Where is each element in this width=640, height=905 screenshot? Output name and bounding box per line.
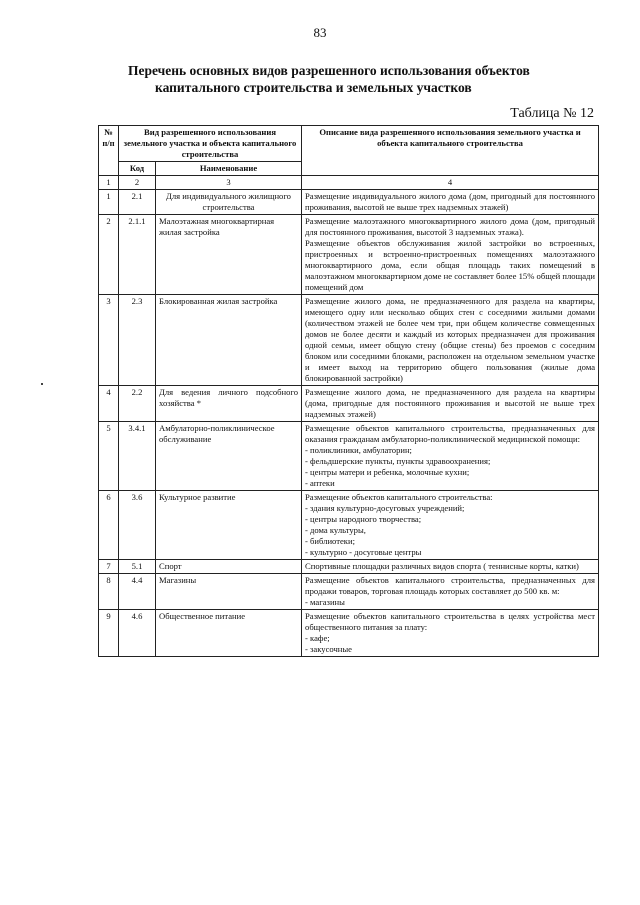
table-row [99, 574, 599, 610]
row-number: 7 [99, 560, 119, 574]
table-row [99, 215, 599, 295]
description-paragraph: Размещение объектов капитального строительства: [305, 492, 493, 502]
use-name: Для индивидуального жилищного строительства [156, 190, 302, 215]
document-title [120, 62, 590, 96]
header-code: Код [119, 162, 156, 176]
description-paragraph: Размещение малоэтажного многоквартирного жилого дома (дом, пригодный для постоянного проживания, высотой 3 надземных этажа). [305, 216, 596, 237]
row-number: 8 [99, 574, 119, 610]
use-description [302, 560, 599, 574]
use-code: 5.1 [119, 560, 156, 574]
description-paragraph: Размещение объектов обслуживания жилой застройки во встроенных, пристроенных и встроенно-пристроенных помещениях малоэтажного многоквартирного дома, если общая площадь таких помещений в малоэтажном многоквартирном доме не составляет более 15% общей площади помещений дом [305, 238, 596, 292]
description-paragraph: Размещение жилого дома, не предназначенного для раздела на квартиры (дома, пригодные для постоянного проживания и высотой не выше трех надземных этажей) [305, 387, 596, 419]
header-row [99, 126, 599, 162]
column-number: 2 [119, 176, 156, 190]
table-row [99, 491, 599, 560]
use-description [302, 610, 599, 657]
description-paragraph: Размещение индивидуального жилого дома (дом, пригодный для постоянного проживания, высотой не выше трех надземных этажей) [305, 191, 596, 212]
use-name: Спорт [156, 560, 302, 574]
description-list-item: - центры матери и ребенка, молочные кухни; [305, 467, 470, 477]
use-description [302, 491, 599, 560]
description-paragraph: Размещение объектов капитального строительства в целях устройства мест общественного питания за плату: [305, 611, 596, 632]
use-code: 2.2 [119, 386, 156, 422]
table-row [99, 295, 599, 386]
use-code: 3.4.1 [119, 422, 156, 491]
description-paragraph: Размещение жилого дома, не предназначенного для раздела на квартиры, имеющего одну или несколько общих стен с соседними жилыми домами (количеством этажей не более чем три, при общем количестве совмещенных домов не более десяти и каждый из которых предназначен для проживания одной семьи, имеет общую стену (общие стены) без проемов с соседним блоком или соседними блоками, расположен на отдельном земельном участке и имеет выход на территорию общего пользования (жилые дома блокированной застройки) [305, 296, 596, 383]
title-line-2: капитального строительства и земельных участков [155, 80, 472, 95]
table-label: Таблица № 12 [510, 106, 594, 121]
use-description [302, 190, 599, 215]
use-name: Магазины [156, 574, 302, 610]
use-name: Для ведения личного подсобного хозяйства * [156, 386, 302, 422]
use-name: Малоэтажная многоквартирная жилая застройка [156, 215, 302, 295]
table-body [99, 126, 599, 657]
column-number: 3 [156, 176, 302, 190]
header-kind: Вид разрешенного использования земельного участка и объекта капитального строительства [119, 126, 302, 162]
description-paragraph: Спортивные площадки различных видов спорта ( теннисные корты, катки) [305, 561, 579, 571]
description-list-item: - кафе; [305, 633, 330, 643]
row-number: 2 [99, 215, 119, 295]
description-list-item: - поликлиники, амбулаторин; [305, 445, 412, 455]
header-description: Описание вида разрешенного использования земельного участка и объекта капитального строительства [302, 126, 599, 176]
use-description [302, 215, 599, 295]
description-list-item: - магазины [305, 597, 345, 607]
row-number: 1 [99, 190, 119, 215]
description-paragraph: Размещение объектов капитального строительства, предназначенных для продажи товаров, торговая площадь которых составляет до 500 кв. м: [305, 575, 596, 596]
table-row [99, 560, 599, 574]
use-description [302, 386, 599, 422]
description-list-item: - центры народного творчества; [305, 514, 422, 524]
scan-dot [41, 383, 43, 385]
use-code: 2.1 [119, 190, 156, 215]
description-list-item: - закусочные [305, 644, 352, 654]
use-name: Культурное развитие [156, 491, 302, 560]
row-number: 5 [99, 422, 119, 491]
use-description [302, 295, 599, 386]
table-row [99, 422, 599, 491]
table-row [99, 610, 599, 657]
use-name: Блокированная жилая застройка [156, 295, 302, 386]
use-description [302, 422, 599, 491]
use-code: 2.1.1 [119, 215, 156, 295]
table-row [99, 386, 599, 422]
use-code: 3.6 [119, 491, 156, 560]
use-name: Общественное питание [156, 610, 302, 657]
row-number: 4 [99, 386, 119, 422]
column-number: 1 [99, 176, 119, 190]
row-number: 6 [99, 491, 119, 560]
land-use-table [98, 125, 599, 657]
description-list-item: - аптеки [305, 478, 335, 488]
use-code: 4.6 [119, 610, 156, 657]
description-list-item: - библиотеки; [305, 536, 355, 546]
row-number: 3 [99, 295, 119, 386]
use-name: Амбулаторно-поликлиническое обслуживание [156, 422, 302, 491]
title-line-1: Перечень основных видов разрешенного использования объектов [128, 63, 530, 78]
page-number: 83 [313, 25, 327, 40]
description-paragraph: Размещение объектов капитального строительства, предназначенных для оказания гражданам амбулаторно-поликлинической медицинской помощи: [305, 423, 596, 444]
description-list-item: - дома культуры, [305, 525, 366, 535]
header-name: Наименование [156, 162, 302, 176]
header-num: № п/п [99, 126, 119, 176]
use-code: 4.4 [119, 574, 156, 610]
column-number-row [99, 176, 599, 190]
description-list-item: - здания культурно-досуговых учреждений; [305, 503, 465, 513]
column-number: 4 [302, 176, 599, 190]
table-row [99, 190, 599, 215]
use-code: 2.3 [119, 295, 156, 386]
use-description [302, 574, 599, 610]
row-number: 9 [99, 610, 119, 657]
description-list-item: - фельдшерские пункты, пункты здравоохранения; [305, 456, 491, 466]
description-list-item: - культурно - досуговые центры [305, 547, 422, 557]
